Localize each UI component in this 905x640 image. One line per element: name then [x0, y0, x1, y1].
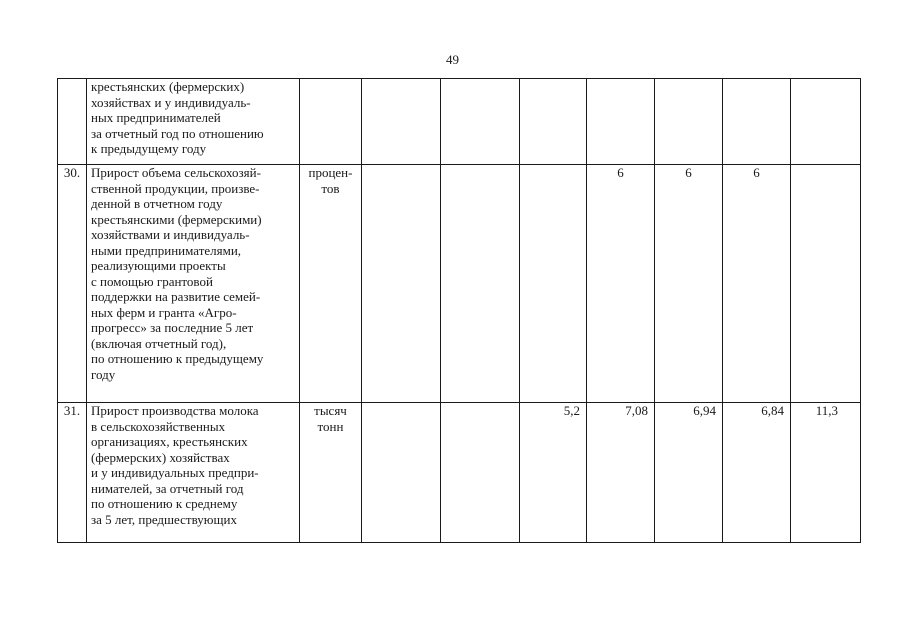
- row-unit-cell: [300, 79, 362, 165]
- value-cell: [441, 403, 520, 543]
- description-line: (фермерских) хозяйствах: [91, 449, 230, 465]
- description-line: ными предпринимателями,: [91, 242, 242, 258]
- row-number-cell: 30.: [58, 165, 87, 403]
- value-cell: [791, 79, 861, 165]
- table-body: [58, 79, 861, 543]
- description-line: за отчетный год по отношению: [91, 125, 264, 141]
- value-cell: 6,94: [655, 403, 723, 543]
- description-line: ных предпринимателей: [91, 110, 221, 125]
- description-line: крестьянскими (фермерскими): [91, 211, 262, 227]
- value-cell: [441, 165, 520, 403]
- description-line: реализующими проекты: [91, 258, 226, 273]
- table-row: [58, 165, 861, 403]
- description-line: к предыдущему году: [91, 141, 207, 156]
- row-description-cell: [87, 165, 300, 403]
- row-description-cell: [87, 79, 300, 165]
- table-row: [58, 403, 861, 543]
- description-line: крестьянских (фермерских): [91, 79, 245, 94]
- unit-line: тов: [321, 180, 340, 196]
- value-cell: 5,2: [520, 403, 587, 543]
- description-line: Прирост объема сельскохозяй-: [91, 165, 261, 180]
- value-cell: 11,3: [791, 403, 861, 543]
- row-description-cell: [87, 403, 300, 543]
- value-cell: [520, 165, 587, 403]
- description-line: ственной продукции, произве-: [91, 180, 260, 196]
- row-unit-cell: [300, 403, 362, 543]
- description-line: (включая отчетный год),: [91, 335, 227, 351]
- value-cell: 6: [723, 165, 791, 403]
- row-number-cell: 31.: [58, 403, 87, 543]
- description-line: хозяйствах и у индивидуаль-: [91, 94, 251, 110]
- description-line: Прирост производства молока: [91, 403, 259, 418]
- description-line: за 5 лет, предшествующих: [91, 511, 237, 527]
- description-line: хозяйствами и индивидуаль-: [91, 227, 250, 242]
- row-unit-cell: [300, 165, 362, 403]
- description-line: организациях, крестьянских: [91, 434, 248, 449]
- description-line: денной в отчетном году: [91, 196, 223, 211]
- description-line: ных ферм и гранта «Агро-: [91, 304, 237, 320]
- value-cell: [520, 79, 587, 165]
- description-line: нимателей, за отчетный год: [91, 480, 244, 496]
- unit-line: тысяч: [314, 403, 347, 418]
- page-number: 49: [446, 52, 459, 67]
- description-line: по отношению к предыдущему: [91, 351, 264, 366]
- value-cell: [655, 79, 723, 165]
- description-line: и у индивидуальных предпри-: [91, 465, 259, 480]
- description-line: поддержки на развитие семей-: [91, 289, 261, 304]
- description-line: по отношению к среднему: [91, 496, 238, 511]
- value-cell: 6: [655, 165, 723, 403]
- unit-line: процен-: [308, 165, 353, 180]
- indicators-table: [57, 78, 861, 543]
- value-cell: [362, 403, 441, 543]
- value-cell: [587, 79, 655, 165]
- description-line: году: [91, 366, 116, 382]
- value-cell: [791, 165, 861, 403]
- value-cell: 7,08: [587, 403, 655, 543]
- value-cell: [723, 79, 791, 165]
- value-cell: [362, 79, 441, 165]
- description-line: в сельскохозяйственных: [91, 418, 226, 434]
- row-number-cell: [58, 79, 87, 165]
- value-cell: 6,84: [723, 403, 791, 543]
- unit-line: тонн: [317, 418, 344, 434]
- value-cell: [362, 165, 441, 403]
- value-cell: [441, 79, 520, 165]
- table-row: [58, 79, 861, 165]
- description-line: с помощью грантовой: [91, 273, 213, 289]
- description-line: прогресс» за последние 5 лет: [91, 320, 254, 335]
- value-cell: 6: [587, 165, 655, 403]
